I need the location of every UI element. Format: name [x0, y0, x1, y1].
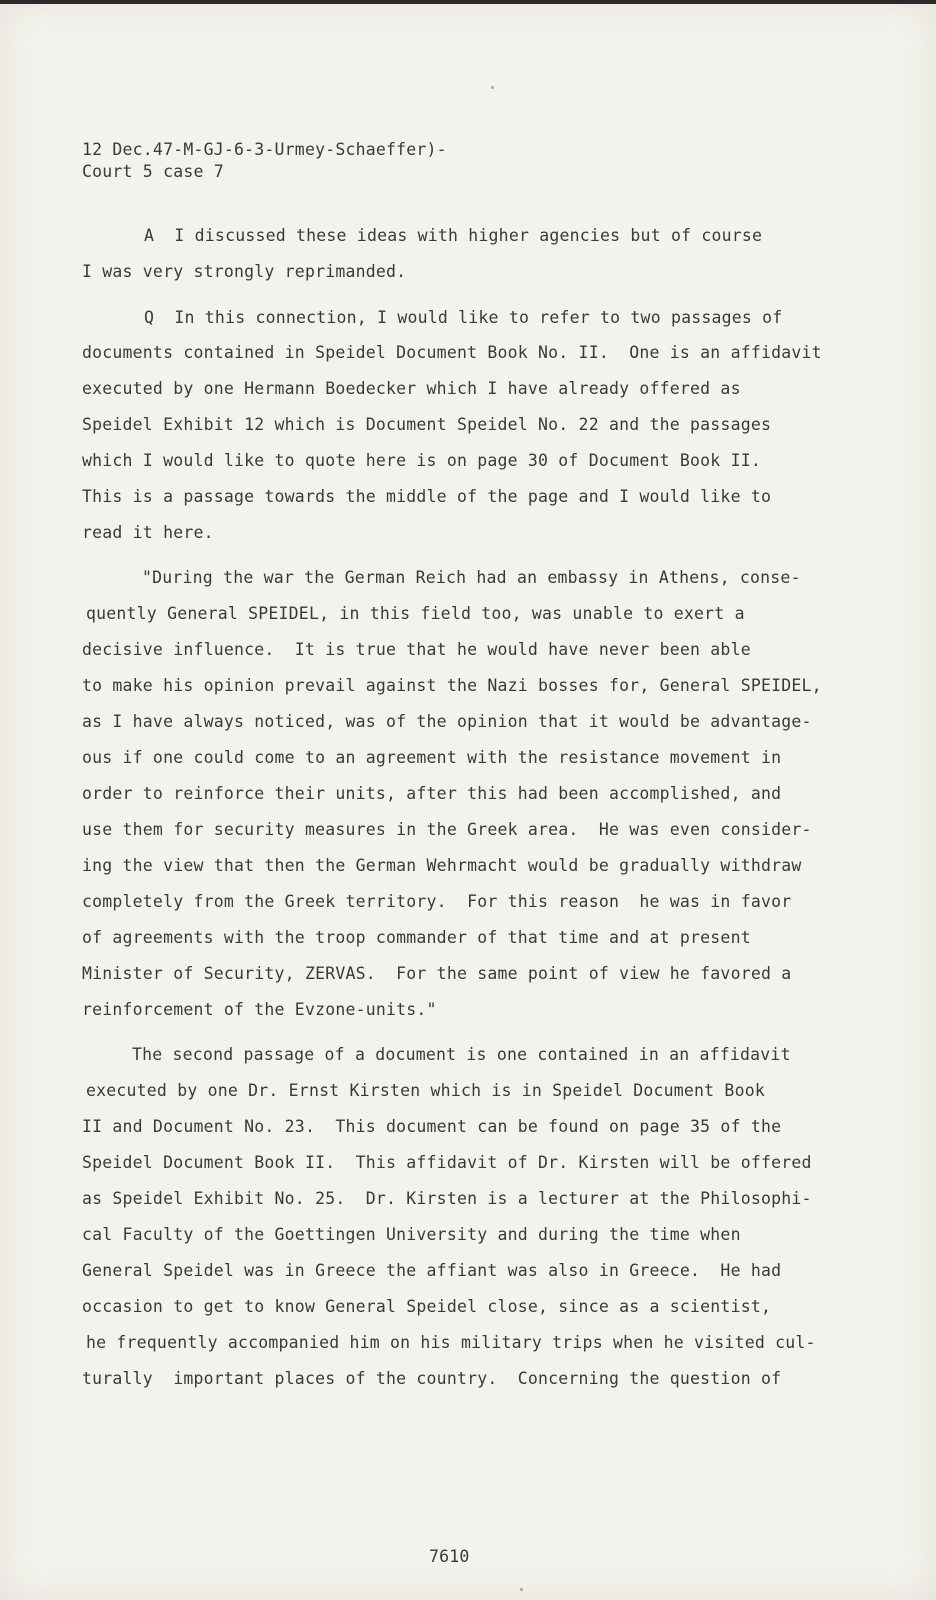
text-line-32: turally important places of the country. Concerning the question of — [82, 1369, 782, 1388]
text-line-07: which I would like to quote here is on page 30 of Document Book II. — [82, 451, 761, 470]
text-line-28: cal Faculty of the Goettingen University and during the time when — [82, 1225, 741, 1244]
header-line-1: 12 Dec.47-M-GJ-6-3-Urmey-Schaeffer)- — [82, 140, 447, 159]
text-line-26: Speidel Document Book II. This affidavit of Dr. Kirsten will be offered — [82, 1153, 812, 1172]
text-line-25: II and Document No. 23. This document can be found on page 35 of the — [82, 1117, 782, 1136]
text-line-04: documents contained in Speidel Document Book No. II. One is an affidavit — [82, 343, 822, 362]
text-line-17: use them for security measures in the Greek area. He was even consider- — [82, 820, 812, 839]
header-line-2: Court 5 case 7 — [82, 162, 224, 181]
text-line-16: order to reinforce their units, after this had been accomplished, and — [82, 784, 782, 803]
page-top-edge — [0, 0, 936, 4]
text-line-23: The second passage of a document is one contained in an affidavit — [132, 1045, 791, 1064]
text-line-27: as Speidel Exhibit No. 25. Dr. Kirsten is a lecturer at the Philosophi- — [82, 1189, 812, 1208]
text-line-19: completely from the Greek territory. For this reason he was in favor — [82, 892, 792, 911]
text-line-21: Minister of Security, ZERVAS. For the same point of view he favored a — [82, 964, 792, 983]
text-line-18: ing the view that then the German Wehrmacht would be gradually withdraw — [82, 856, 802, 875]
text-line-08: This is a passage towards the middle of the page and I would like to — [82, 487, 772, 506]
text-line-02: I was very strongly reprimanded. — [82, 262, 407, 281]
text-line-24: executed by one Dr. Ernst Kirsten which is in Speidel Document Book — [86, 1081, 765, 1100]
text-line-11: quently General SPEIDEL, in this field too, was unable to exert a — [86, 604, 745, 623]
text-line-22: reinforcement of the Evzone-units." — [82, 1000, 437, 1019]
text-line-01: A I discussed these ideas with higher agencies but of course — [144, 226, 763, 245]
paper-speck — [520, 1588, 523, 1591]
text-line-14: as I have always noticed, was of the opinion that it would be advantage- — [82, 712, 812, 731]
text-line-13: to make his opinion prevail against the Nazi bosses for, General SPEIDEL, — [82, 676, 822, 695]
text-line-30: occasion to get to know General Speidel close, since as a scientist, — [82, 1297, 772, 1316]
text-line-20: of agreements with the troop commander of that time and at present — [82, 928, 751, 947]
page-number: 7610 — [429, 1547, 470, 1566]
text-line-06: Speidel Exhibit 12 which is Document Speidel No. 22 and the passages — [82, 415, 772, 434]
text-line-03: Q In this connection, I would like to refer to two passages of — [144, 308, 783, 327]
text-line-15: ous if one could come to an agreement with the resistance movement in — [82, 748, 782, 767]
text-line-29: General Speidel was in Greece the affiant was also in Greece. He had — [82, 1261, 782, 1280]
text-line-09: read it here. — [82, 523, 214, 542]
text-line-12: decisive influence. It is true that he would have never been able — [82, 640, 751, 659]
paper-speck — [491, 86, 494, 89]
text-line-31: he frequently accompanied him on his military trips when he visited cul- — [86, 1333, 816, 1352]
text-line-10: "During the war the German Reich had an embassy in Athens, conse- — [142, 568, 801, 587]
text-line-05: executed by one Hermann Boedecker which I have already offered as — [82, 379, 741, 398]
